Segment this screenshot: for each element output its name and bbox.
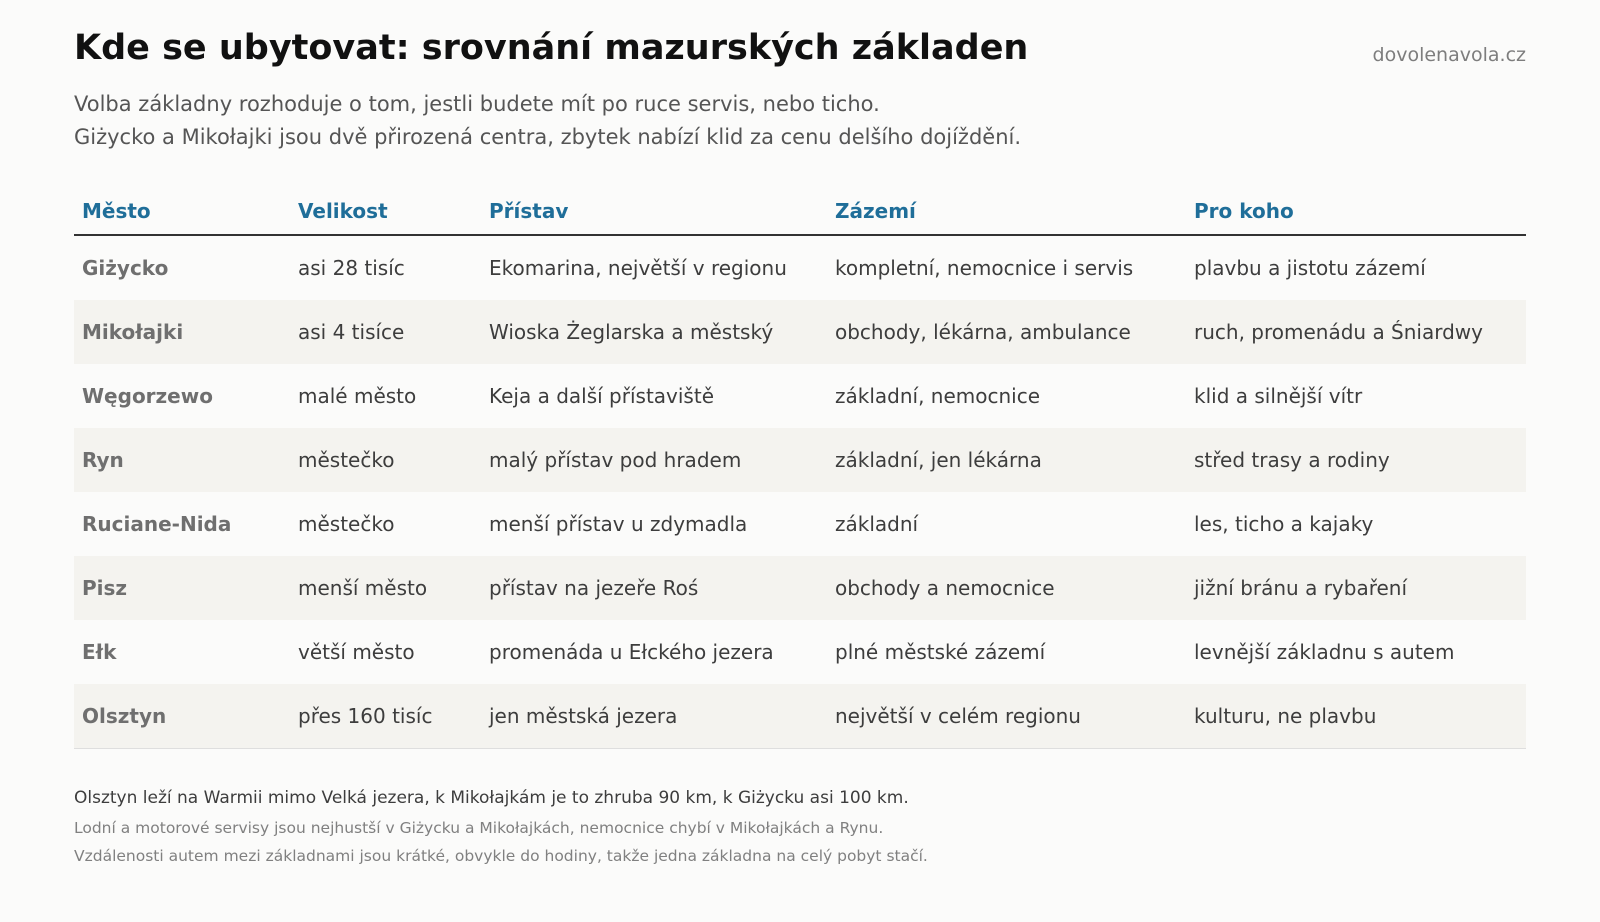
city-cell: Ryn bbox=[82, 448, 124, 472]
harbor-cell: Keja a další přístaviště bbox=[489, 384, 714, 408]
column-header-pro-koho: Pro koho bbox=[1194, 198, 1294, 223]
table-row bbox=[74, 364, 1526, 428]
harbor-cell: malý přístav pod hradem bbox=[489, 448, 742, 472]
table-row bbox=[74, 428, 1526, 492]
city-cell: Węgorzewo bbox=[82, 384, 213, 408]
column-header-mesto: Město bbox=[82, 198, 151, 223]
size-cell: asi 28 tisíc bbox=[298, 256, 405, 280]
footnotes bbox=[74, 788, 928, 875]
audience-cell: les, ticho a kajaky bbox=[1194, 512, 1374, 536]
column-header-velikost: Velikost bbox=[298, 198, 388, 223]
facilities-cell: největší v celém regionu bbox=[835, 704, 1081, 728]
facilities-cell: kompletní, nemocnice i servis bbox=[835, 256, 1134, 280]
size-cell: větší město bbox=[298, 640, 415, 664]
harbor-cell: jen městská jezera bbox=[489, 704, 678, 728]
city-cell: Ełk bbox=[82, 640, 117, 664]
table-body bbox=[74, 236, 1526, 748]
column-header-pristav: Přístav bbox=[489, 198, 569, 223]
table-row bbox=[74, 236, 1526, 300]
table-header-row bbox=[74, 187, 1526, 236]
footnote-main: Olsztyn leží na Warmii mimo Velká jezera, k Mikołajkám je to zhruba 90 km, k Giżycku asi 100 km. bbox=[74, 788, 909, 808]
table-bottom-divider bbox=[74, 748, 1526, 749]
harbor-cell: menší přístav u zdymadla bbox=[489, 512, 748, 536]
audience-cell: ruch, promenádu a Śniardwy bbox=[1194, 320, 1484, 344]
table-row bbox=[74, 684, 1526, 748]
audience-cell: střed trasy a rodiny bbox=[1194, 448, 1390, 472]
facilities-cell: základní, nemocnice bbox=[835, 384, 1041, 408]
facilities-cell: obchody, lékárna, ambulance bbox=[835, 320, 1131, 344]
table-row bbox=[74, 300, 1526, 364]
facilities-cell: základní, jen lékárna bbox=[835, 448, 1042, 472]
size-cell: menší město bbox=[298, 576, 428, 600]
audience-cell: klid a silnější vítr bbox=[1194, 384, 1363, 408]
harbor-cell: Ekomarina, největší v regionu bbox=[489, 256, 787, 280]
size-cell: městečko bbox=[298, 448, 395, 472]
footnote-secondary: Vzdálenosti autem mezi základnami jsou krátké, obvykle do hodiny, takže jedna základna na celý pobyt stačí. bbox=[74, 847, 928, 865]
audience-cell: jižní bránu a rybaření bbox=[1194, 576, 1408, 600]
site-brand: dovolenavola.cz bbox=[1372, 44, 1526, 66]
audience-cell: levnější základnu s autem bbox=[1194, 640, 1455, 664]
harbor-cell: promenáda u Ełckého jezera bbox=[489, 640, 774, 664]
city-cell: Giżycko bbox=[82, 256, 169, 280]
city-cell: Mikołajki bbox=[82, 320, 184, 344]
page-title: Kde se ubytovat: srovnání mazurských základen bbox=[74, 28, 1029, 68]
facilities-cell: plné městské zázemí bbox=[835, 640, 1046, 664]
footnote-secondary: Lodní a motorové servisy jsou nejhustší v Giżycku a Mikołajkách, nemocnice chybí v Mikołajkách a Rynu. bbox=[74, 819, 884, 837]
column-header-zazemi: Zázemí bbox=[835, 198, 916, 223]
audience-cell: kulturu, ne plavbu bbox=[1194, 704, 1377, 728]
facilities-cell: základní bbox=[835, 512, 919, 536]
harbor-cell: přístav na jezeře Roś bbox=[489, 576, 699, 600]
intro-line: Volba základny rozhoduje o tom, jestli budete mít po ruce servis, nebo ticho. bbox=[74, 92, 880, 116]
table-row bbox=[74, 556, 1526, 620]
intro-line: Giżycko a Mikołajki jsou dvě přirozená centra, zbytek nabízí klid za cenu delšího dojíždění. bbox=[74, 125, 1022, 149]
audience-cell: plavbu a jistotu zázemí bbox=[1194, 256, 1426, 280]
comparison-table bbox=[74, 187, 1526, 749]
size-cell: přes 160 tisíc bbox=[298, 704, 433, 728]
harbor-cell: Wioska Żeglarska a městský bbox=[489, 320, 774, 344]
facilities-cell: obchody a nemocnice bbox=[835, 576, 1055, 600]
table-row bbox=[74, 620, 1526, 684]
size-cell: malé město bbox=[298, 384, 417, 408]
city-cell: Pisz bbox=[82, 576, 128, 600]
intro-text bbox=[74, 88, 1021, 154]
size-cell: městečko bbox=[298, 512, 395, 536]
city-cell: Olsztyn bbox=[82, 704, 167, 728]
size-cell: asi 4 tisíce bbox=[298, 320, 405, 344]
table-row bbox=[74, 492, 1526, 556]
city-cell: Ruciane-Nida bbox=[82, 512, 232, 536]
